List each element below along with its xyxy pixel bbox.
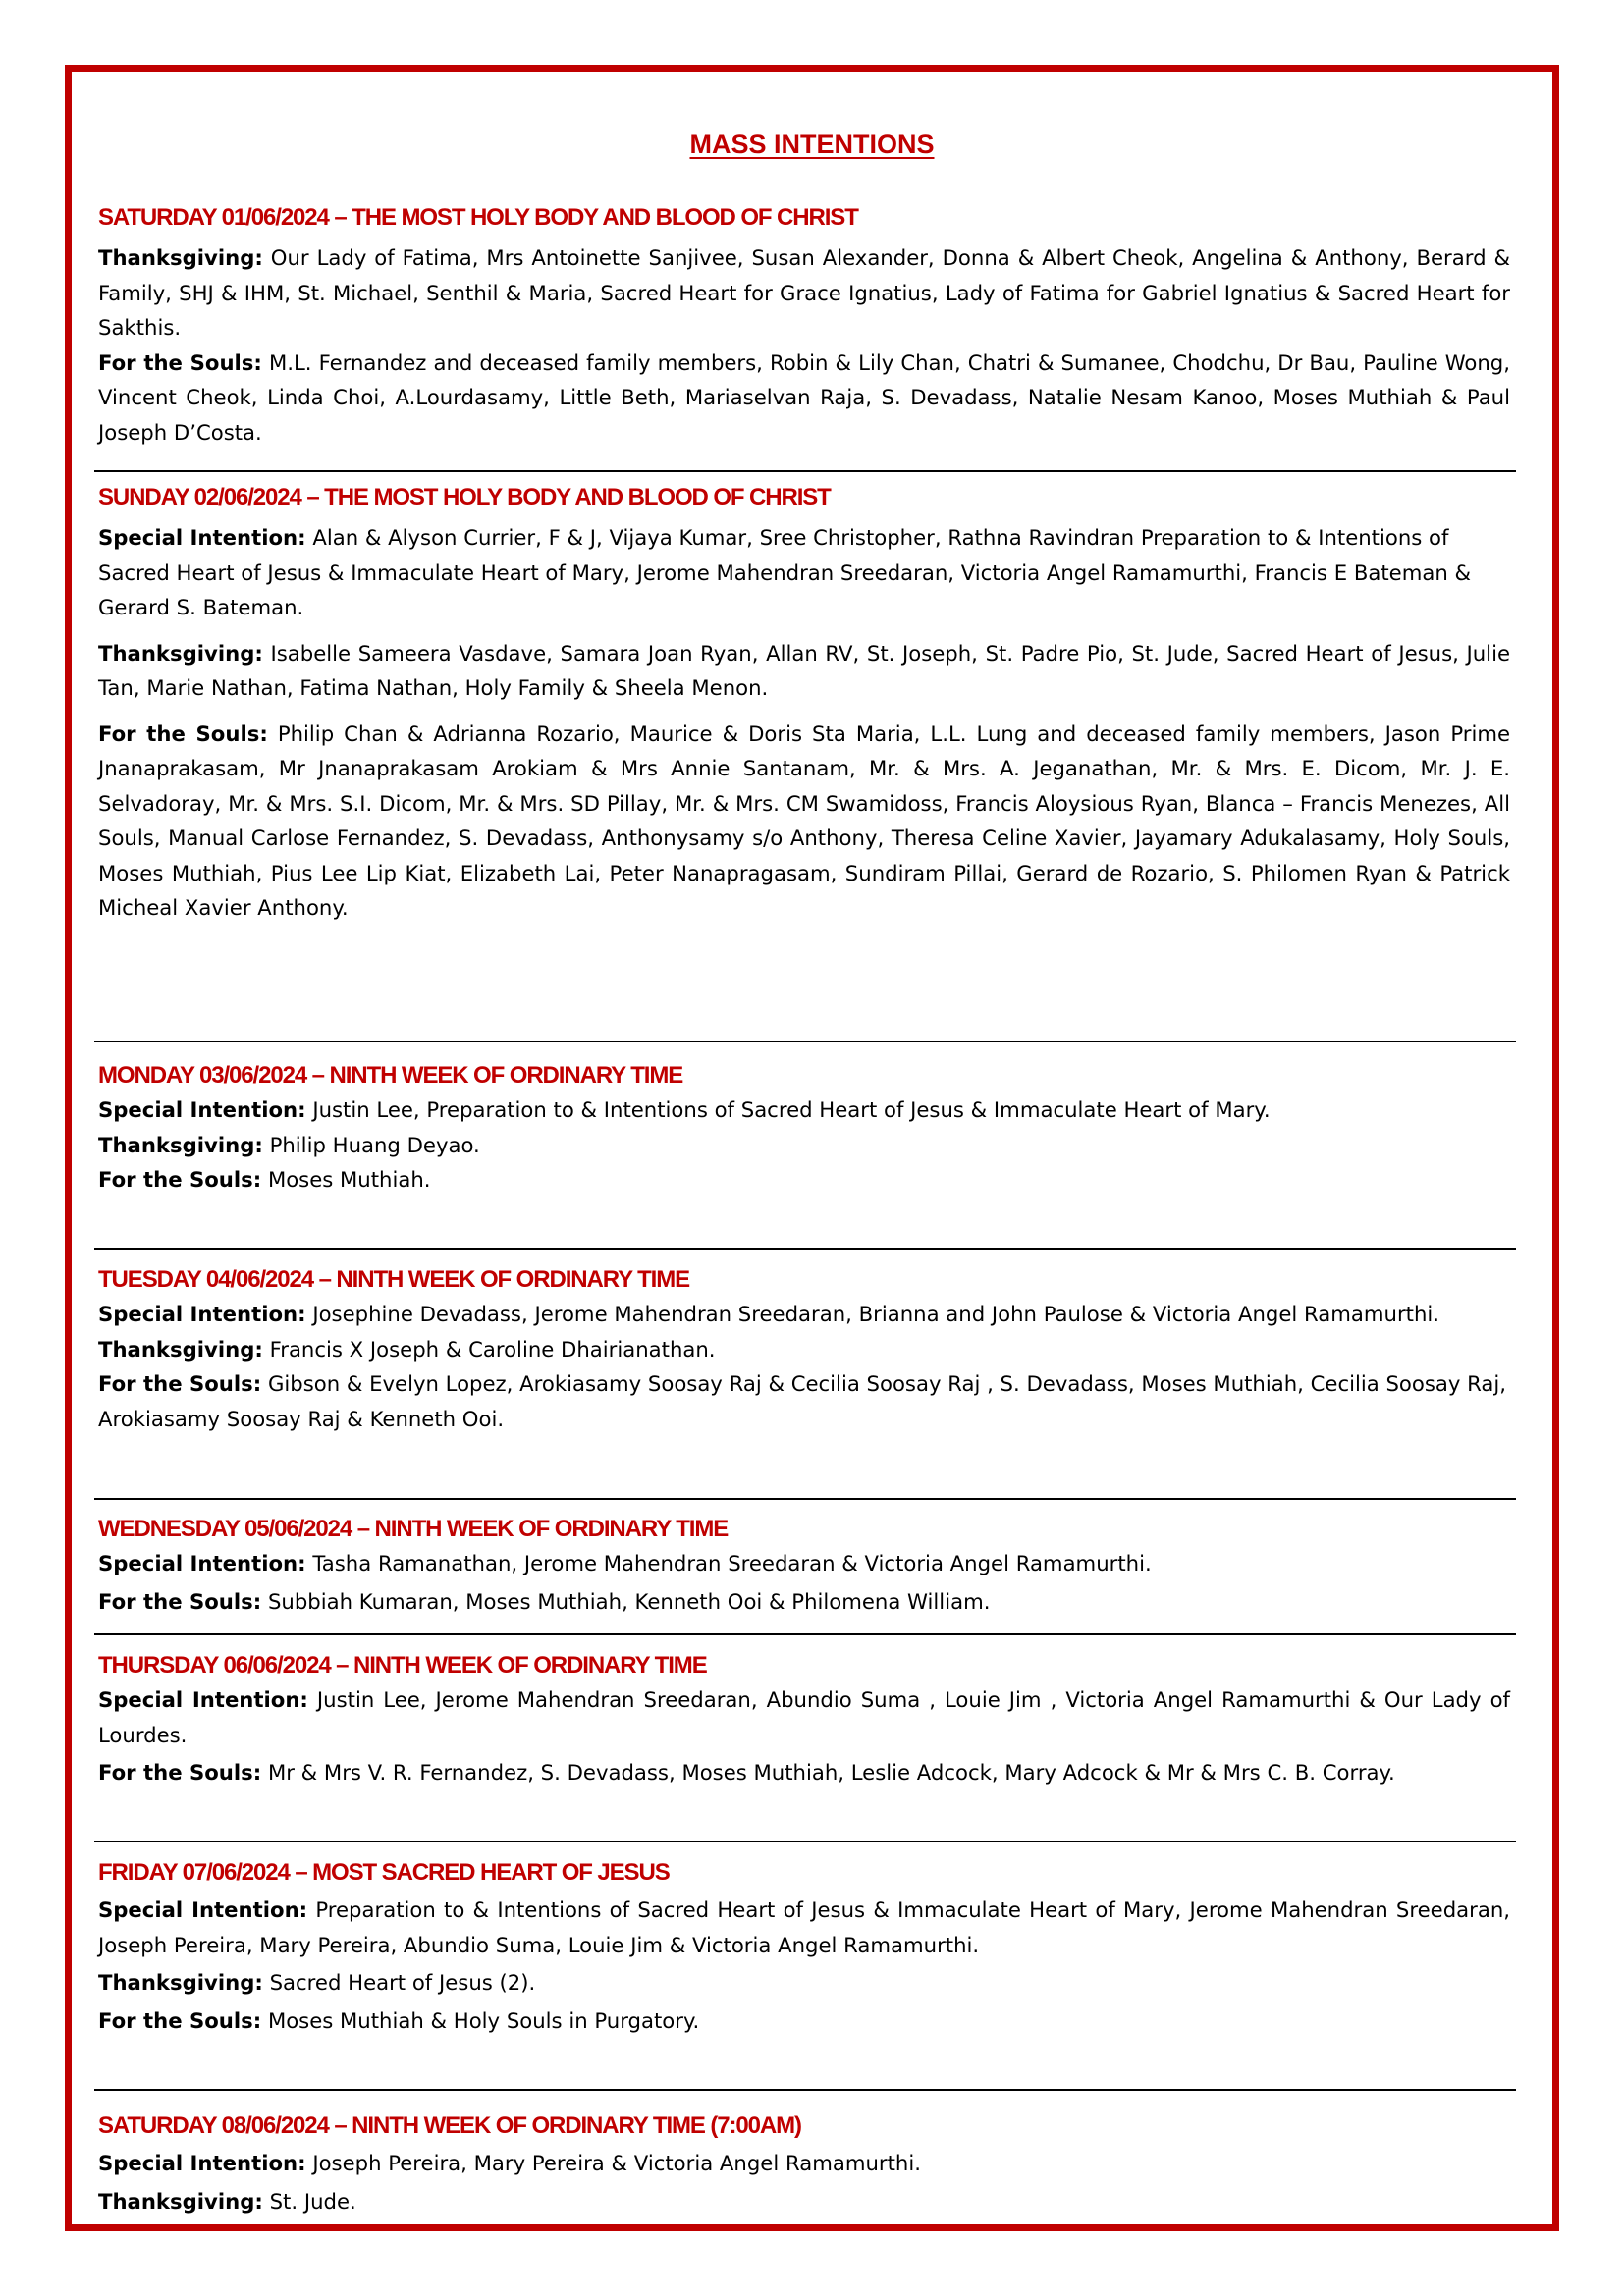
intention-text: Our Lady of Fatima, Mrs Antoinette Sanjivee, Susan Alexander, Donna & Albert Cheok, Angelina & Anthony, Berard & Family, SHJ & IHM, St. Michael, Senthil & Maria, Sacred Heart for Grace Ignatius, Lady of Fatima for Gabriel Ignatius & Sacred Heart for Sakthis. — [98, 245, 1510, 340]
day-section-thu-0606 — [98, 1649, 1510, 1790]
section-divider — [94, 1841, 1516, 1842]
intention-text: Gibson & Evelyn Lopez, Arokiasamy Soosay Raj & Cecilia Soosay Raj , S. Devadass, Moses Muthiah, Cecilia Soosay Raj, Arokiasamy Soosay Raj & Kenneth Ooi. — [98, 1371, 1507, 1431]
intention-text: Francis X Joseph & Caroline Dhairianathan. — [262, 1336, 716, 1362]
intention-souls — [98, 717, 1510, 926]
day-section-tue-0406 — [98, 1263, 1510, 1436]
intention-label: For the Souls: — [98, 1760, 262, 1785]
intention-thanksgiving — [98, 636, 1510, 706]
day-section-fri-0706 — [98, 1856, 1510, 2038]
day-heading: SATURDAY 01/06/2024 – THE MOST HOLY BODY AND BLOOD OF CHRIST — [98, 204, 858, 231]
intention-label: Thanksgiving: — [98, 640, 263, 666]
intention-text: Moses Muthiah. — [261, 1167, 431, 1192]
intention-souls — [98, 1584, 1510, 1620]
intention-special — [98, 1297, 1510, 1332]
intention-label: Special Intention: — [98, 1897, 308, 1922]
intention-thanksgiving — [98, 1332, 1510, 1367]
intention-text: Joseph Pereira, Mary Pereira & Victoria Angel Ramamurthi. — [305, 2151, 921, 2175]
intention-souls — [98, 346, 1510, 451]
intention-label: Thanksgiving: — [98, 1336, 263, 1362]
intention-souls — [98, 1755, 1510, 1790]
intention-label: Special Intention: — [98, 525, 306, 550]
section-divider — [94, 1498, 1516, 1500]
intention-label: Thanksgiving: — [98, 1132, 263, 1157]
intention-special — [98, 1682, 1510, 1752]
intention-special — [98, 2146, 1510, 2181]
intention-label: Special Intention: — [98, 1097, 306, 1122]
page-title — [0, 130, 1624, 160]
page-title-text: MASS INTENTIONS — [689, 130, 935, 159]
intention-label: For the Souls: — [98, 1371, 262, 1396]
intention-label: For the Souls: — [98, 1588, 262, 1614]
day-heading: MONDAY 03/06/2024 – NINTH WEEK OF ORDINARY TIME — [98, 1062, 683, 1089]
intention-thanksgiving — [98, 2184, 1510, 2219]
intention-text: Philip Chan & Adrianna Rozario, Maurice & Doris Sta Maria, L.L. Lung and deceased family members, Jason Prime Jnanaprakasam, Mr Jnanaprakasam Arokiam & Mrs Annie Santanam, Mr. & Mrs. A. Jeganathan, Mr. & Mrs. E. Dicom, Mr. J. E. Selvadoray, Mr. & Mrs. S.I. Dicom, Mr. & Mrs. SD Pillay, Mr. & Mrs. CM Swamidoss, Francis Aloysious Ryan, Blanca – Francis Menezes, All Souls, Manual Carlose Fernandez, S. Devadass, Anthonysamy s/o Anthony, Theresa Celine Xavier, Jayamary Adukalasamy, Holy Souls, Moses Muthiah, Pius Lee Lip Kiat, Elizabeth Lai, Peter Nanapragasam, Sundiram Pillai, Gerard de Rozario, S. Philomen Ryan & Patrick Micheal Xavier Anthony. — [98, 721, 1511, 920]
intention-special — [98, 1546, 1510, 1581]
intention-label: For the Souls: — [98, 349, 262, 375]
intention-thanksgiving — [98, 1965, 1510, 2001]
intention-label: Thanksgiving: — [98, 2188, 263, 2214]
intention-souls — [98, 1162, 1510, 1198]
intention-souls — [98, 1366, 1510, 1436]
day-heading: SUNDAY 02/06/2024 – THE MOST HOLY BODY AND BLOOD OF CHRIST — [98, 484, 831, 510]
intention-text: Justin Lee, Jerome Mahendran Sreedaran, Abundio Suma , Louie Jim , Victoria Angel Ramamurthi & Our Lady of Lourdes. — [98, 1687, 1510, 1747]
section-divider — [94, 2089, 1516, 2091]
intention-thanksgiving — [98, 1128, 1510, 1163]
intention-text: Sacred Heart of Jesus (2). — [262, 1970, 536, 1995]
intention-text: Moses Muthiah & Holy Souls in Purgatory. — [261, 2007, 700, 2033]
intention-special — [98, 520, 1510, 625]
day-section-sun-0206 — [98, 481, 1510, 926]
intention-label: Thanksgiving: — [98, 1970, 263, 1995]
intention-label: Special Intention: — [98, 1302, 306, 1326]
intention-text: Justin Lee, Preparation to & Intentions of Sacred Heart of Jesus & Immaculate Heart of Mary. — [305, 1097, 1271, 1122]
day-heading: TUESDAY 04/06/2024 – NINTH WEEK OF ORDINARY TIME — [98, 1266, 690, 1293]
intention-text: M.L. Fernandez and deceased family members, Robin & Lily Chan, Chatri & Sumanee, Chodchu, Dr Bau, Pauline Wong, Vincent Cheok, Linda Choi, A.Lourdasamy, Little Beth, Mariaselvan Raja, S. Devadass, Natalie Nesam Kanoo, Moses Muthiah & Paul Joseph D’Costa. — [98, 349, 1510, 445]
day-heading: FRIDAY 07/06/2024 – MOST SACRED HEART OF JESUS — [98, 1859, 670, 1886]
intention-souls — [98, 2003, 1510, 2039]
section-divider — [94, 1041, 1516, 1042]
intention-text: Josephine Devadass, Jerome Mahendran Sreedaran, Brianna and John Paulose & Victoria Angel Ramamurthi. — [305, 1302, 1440, 1326]
day-section-wed-0506 — [98, 1513, 1510, 1619]
intention-label: Special Intention: — [98, 1687, 308, 1712]
intention-text: Preparation to & Intentions of Sacred Heart of Jesus & Immaculate Heart of Mary, Jerome Mahendran Sreedaran, Joseph Pereira, Mary Pereira, Abundio Suma, Louie Jim & Victoria Angel Ramamurthi. — [98, 1897, 1510, 1957]
intention-text: Isabelle Sameera Vasdave, Samara Joan Ryan, Allan RV, St. Joseph, St. Padre Pio, St. Jude, Sacred Heart of Jesus, Julie Tan, Marie Nathan, Fatima Nathan, Holy Family & Sheela Menon. — [98, 640, 1510, 700]
day-heading: THURSDAY 06/06/2024 – NINTH WEEK OF ORDINARY TIME — [98, 1652, 707, 1679]
intention-text: St. Jude. — [262, 2188, 356, 2214]
day-section-sat-0806 — [98, 2109, 1510, 2218]
intention-text: Tasha Ramanathan, Jerome Mahendran Sreedaran & Victoria Angel Ramamurthi. — [305, 1551, 1152, 1575]
intention-special — [98, 1893, 1510, 1962]
intention-text: Subbiah Kumaran, Moses Muthiah, Kenneth Ooi & Philomena William. — [261, 1588, 991, 1614]
day-section-mon-0306 — [98, 1059, 1510, 1198]
day-section-sat-0106 — [98, 201, 1510, 450]
intention-label: For the Souls: — [98, 2007, 262, 2033]
section-divider — [94, 1248, 1516, 1250]
intention-label: For the Souls: — [98, 721, 268, 746]
intention-label: Thanksgiving: — [98, 245, 263, 270]
intention-label: For the Souls: — [98, 1167, 262, 1192]
intention-thanksgiving — [98, 240, 1510, 346]
section-divider — [94, 1633, 1516, 1635]
day-heading: SATURDAY 08/06/2024 – NINTH WEEK OF ORDINARY TIME (7:00AM) — [98, 2112, 801, 2139]
intention-label: Special Intention: — [98, 2151, 306, 2175]
section-divider — [94, 470, 1516, 472]
day-heading: WEDNESDAY 05/06/2024 – NINTH WEEK OF ORDINARY TIME — [98, 1516, 729, 1542]
intention-text: Mr & Mrs V. R. Fernandez, S. Devadass, Moses Muthiah, Leslie Adcock, Mary Adcock & Mr & Mrs C. B. Corray. — [261, 1760, 1395, 1785]
intention-text: Alan & Alyson Currier, F & J, Vijaya Kumar, Sree Christopher, Rathna Ravindran Preparation to & Intentions of Sacred Heart of Jesus & Immaculate Heart of Mary, Jerome Mahendran Sreedaran, Victoria Angel Ramamurthi, Francis E Bateman & Gerard S. Bateman. — [98, 525, 1472, 619]
intention-text: Philip Huang Deyao. — [262, 1132, 480, 1157]
intention-label: Special Intention: — [98, 1551, 306, 1575]
intention-special — [98, 1093, 1510, 1128]
